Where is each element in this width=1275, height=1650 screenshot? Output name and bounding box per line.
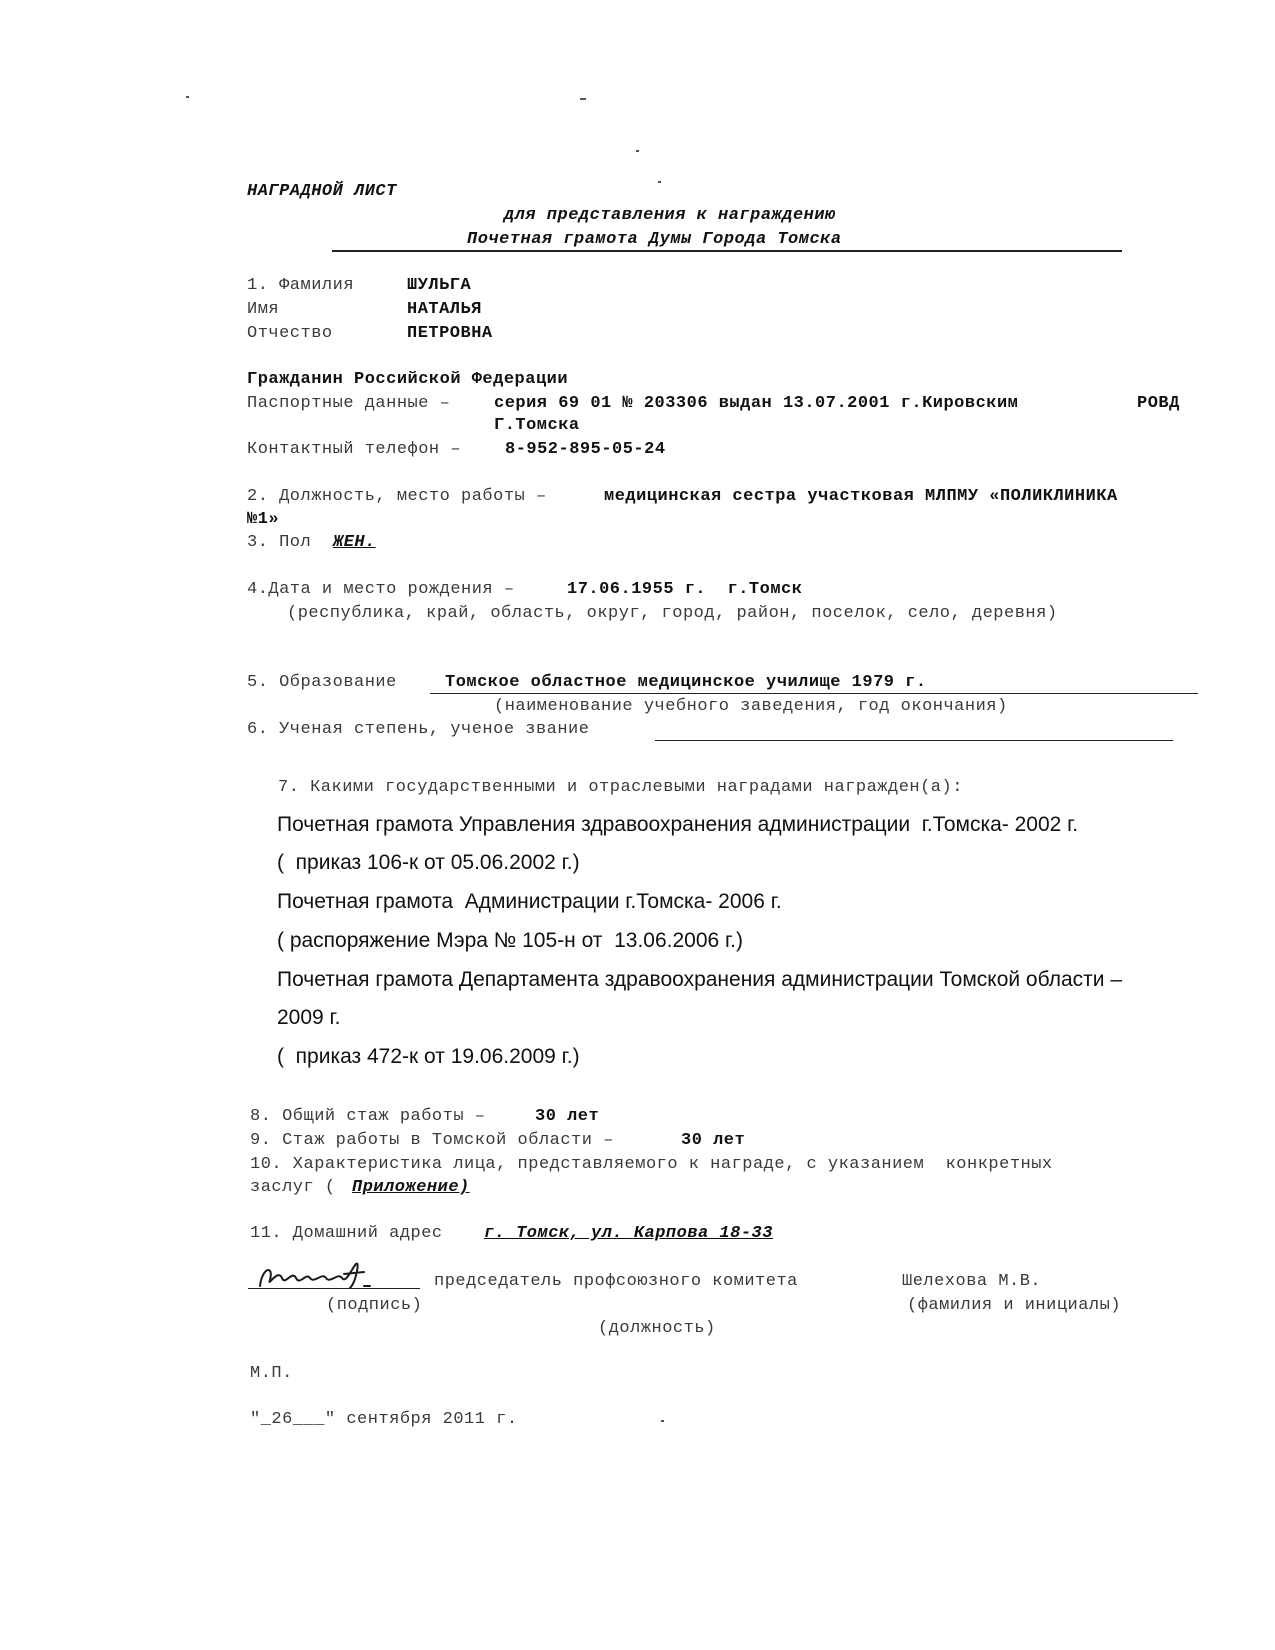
- signer-name: Шелехова М.В.: [902, 1272, 1042, 1291]
- birth-label: 4.Дата и место рождения –: [247, 580, 515, 599]
- awards-label: 7. Какими государственными и отраслевыми наградами награжден(а):: [278, 778, 963, 797]
- award-name: Почетная грамота Думы Города Томска: [467, 230, 842, 249]
- tomsk-experience-value: 30 лет: [681, 1131, 746, 1150]
- phone-label: Контактный телефон –: [247, 440, 462, 459]
- position-label: 2. Должность, место работы –: [247, 487, 547, 506]
- passport-label: Паспортные данные –: [247, 394, 451, 413]
- document-title: НАГРАДНОЙ ЛИСТ: [247, 182, 397, 201]
- passport-value: серия 69 01 № 203306 выдан 13.07.2001 г.Кировским: [494, 394, 1019, 413]
- signature-hint: (подпись): [326, 1296, 423, 1315]
- date-prefix: "_: [250, 1410, 272, 1429]
- name-hint: (фамилия и инициалы): [907, 1296, 1122, 1315]
- citizenship: Гражданин Российской Федерации: [247, 370, 569, 389]
- scan-speck: [580, 98, 586, 100]
- scan-speck: [186, 96, 189, 98]
- education-value: Томское областное медицинское училище 1979 г.: [445, 673, 927, 692]
- stamp-place: М.П.: [250, 1364, 293, 1383]
- education-hint: (наименование учебного заведения, год окончания): [494, 697, 1008, 716]
- gender-value: ЖЕН.: [333, 533, 376, 552]
- education-underline: [430, 693, 1198, 694]
- surname-value: ШУЛЬГА: [407, 276, 472, 295]
- characteristic-attachment: Приложение): [352, 1178, 470, 1197]
- patronymic-label: Отчество: [247, 324, 333, 343]
- degree-blank-line: [655, 740, 1173, 741]
- degree-label: 6. Ученая степень, ученое звание: [247, 720, 590, 739]
- role-hint: (должность): [598, 1319, 716, 1338]
- document-subtitle: для представления к награждению: [504, 206, 836, 225]
- date-rest: ___" сентября 2011 г.: [292, 1410, 518, 1429]
- award-line: Почетная грамота Администрации г.Томска- 2006 г.: [277, 890, 782, 913]
- date-line: [250, 1410, 518, 1429]
- position-value: медицинская сестра участковая МЛПМУ «ПОЛИКЛИНИКА: [604, 487, 1118, 506]
- passport-city: Г.Томска: [494, 416, 580, 435]
- date-day: 26: [271, 1410, 293, 1429]
- name-value: НАТАЛЬЯ: [407, 300, 482, 319]
- position-value-cont: №1»: [247, 510, 280, 529]
- scan-speck: [658, 181, 661, 183]
- surname-label: 1. Фамилия: [247, 276, 355, 295]
- total-experience-value: 30 лет: [535, 1107, 600, 1126]
- phone-value: 8-952-895-05-24: [505, 440, 666, 459]
- scan-speck: [661, 1420, 664, 1422]
- birth-hint: (республика, край, область, округ, город, район, поселок, село, деревня): [287, 604, 1058, 623]
- address-label: 11. Домашний адрес: [250, 1224, 443, 1243]
- passport-rovd: РОВД: [1137, 394, 1180, 413]
- gender-label: 3. Пол: [247, 533, 312, 552]
- award-line: Почетная грамота Департамента здравоохранения администрации Томской области –: [277, 968, 1122, 991]
- award-line: ( приказ 472-к от 19.06.2009 г.): [277, 1045, 580, 1068]
- award-line: ( распоряжение Мэра № 105-н от 13.06.2006 г.): [277, 929, 743, 952]
- name-label: Имя: [247, 300, 280, 319]
- tomsk-experience-label: 9. Стаж работы в Томской области –: [250, 1131, 614, 1150]
- award-line: ( приказ 106-к от 05.06.2002 г.): [277, 851, 580, 874]
- header-underline: [332, 250, 1122, 252]
- characteristic-prefix: заслуг (: [250, 1178, 336, 1197]
- patronymic-value: ПЕТРОВНА: [407, 324, 493, 343]
- signer-role: председатель профсоюзного комитета: [434, 1272, 798, 1291]
- award-line: Почетная грамота Управления здравоохранения администрации г.Томска- 2002 г.: [277, 813, 1079, 836]
- award-line: 2009 г.: [277, 1006, 341, 1029]
- characteristic-line: 10. Характеристика лица, представляемого к награде, с указанием конкретных: [250, 1155, 1053, 1174]
- signature-line: [248, 1288, 420, 1289]
- scan-speck: [636, 150, 639, 152]
- education-label: 5. Образование: [247, 673, 397, 692]
- birth-value: 17.06.1955 г. г.Томск: [567, 580, 803, 599]
- address-value: г. Томск, ул. Карпова 18-33: [484, 1224, 773, 1243]
- total-experience-label: 8. Общий стаж работы –: [250, 1107, 486, 1126]
